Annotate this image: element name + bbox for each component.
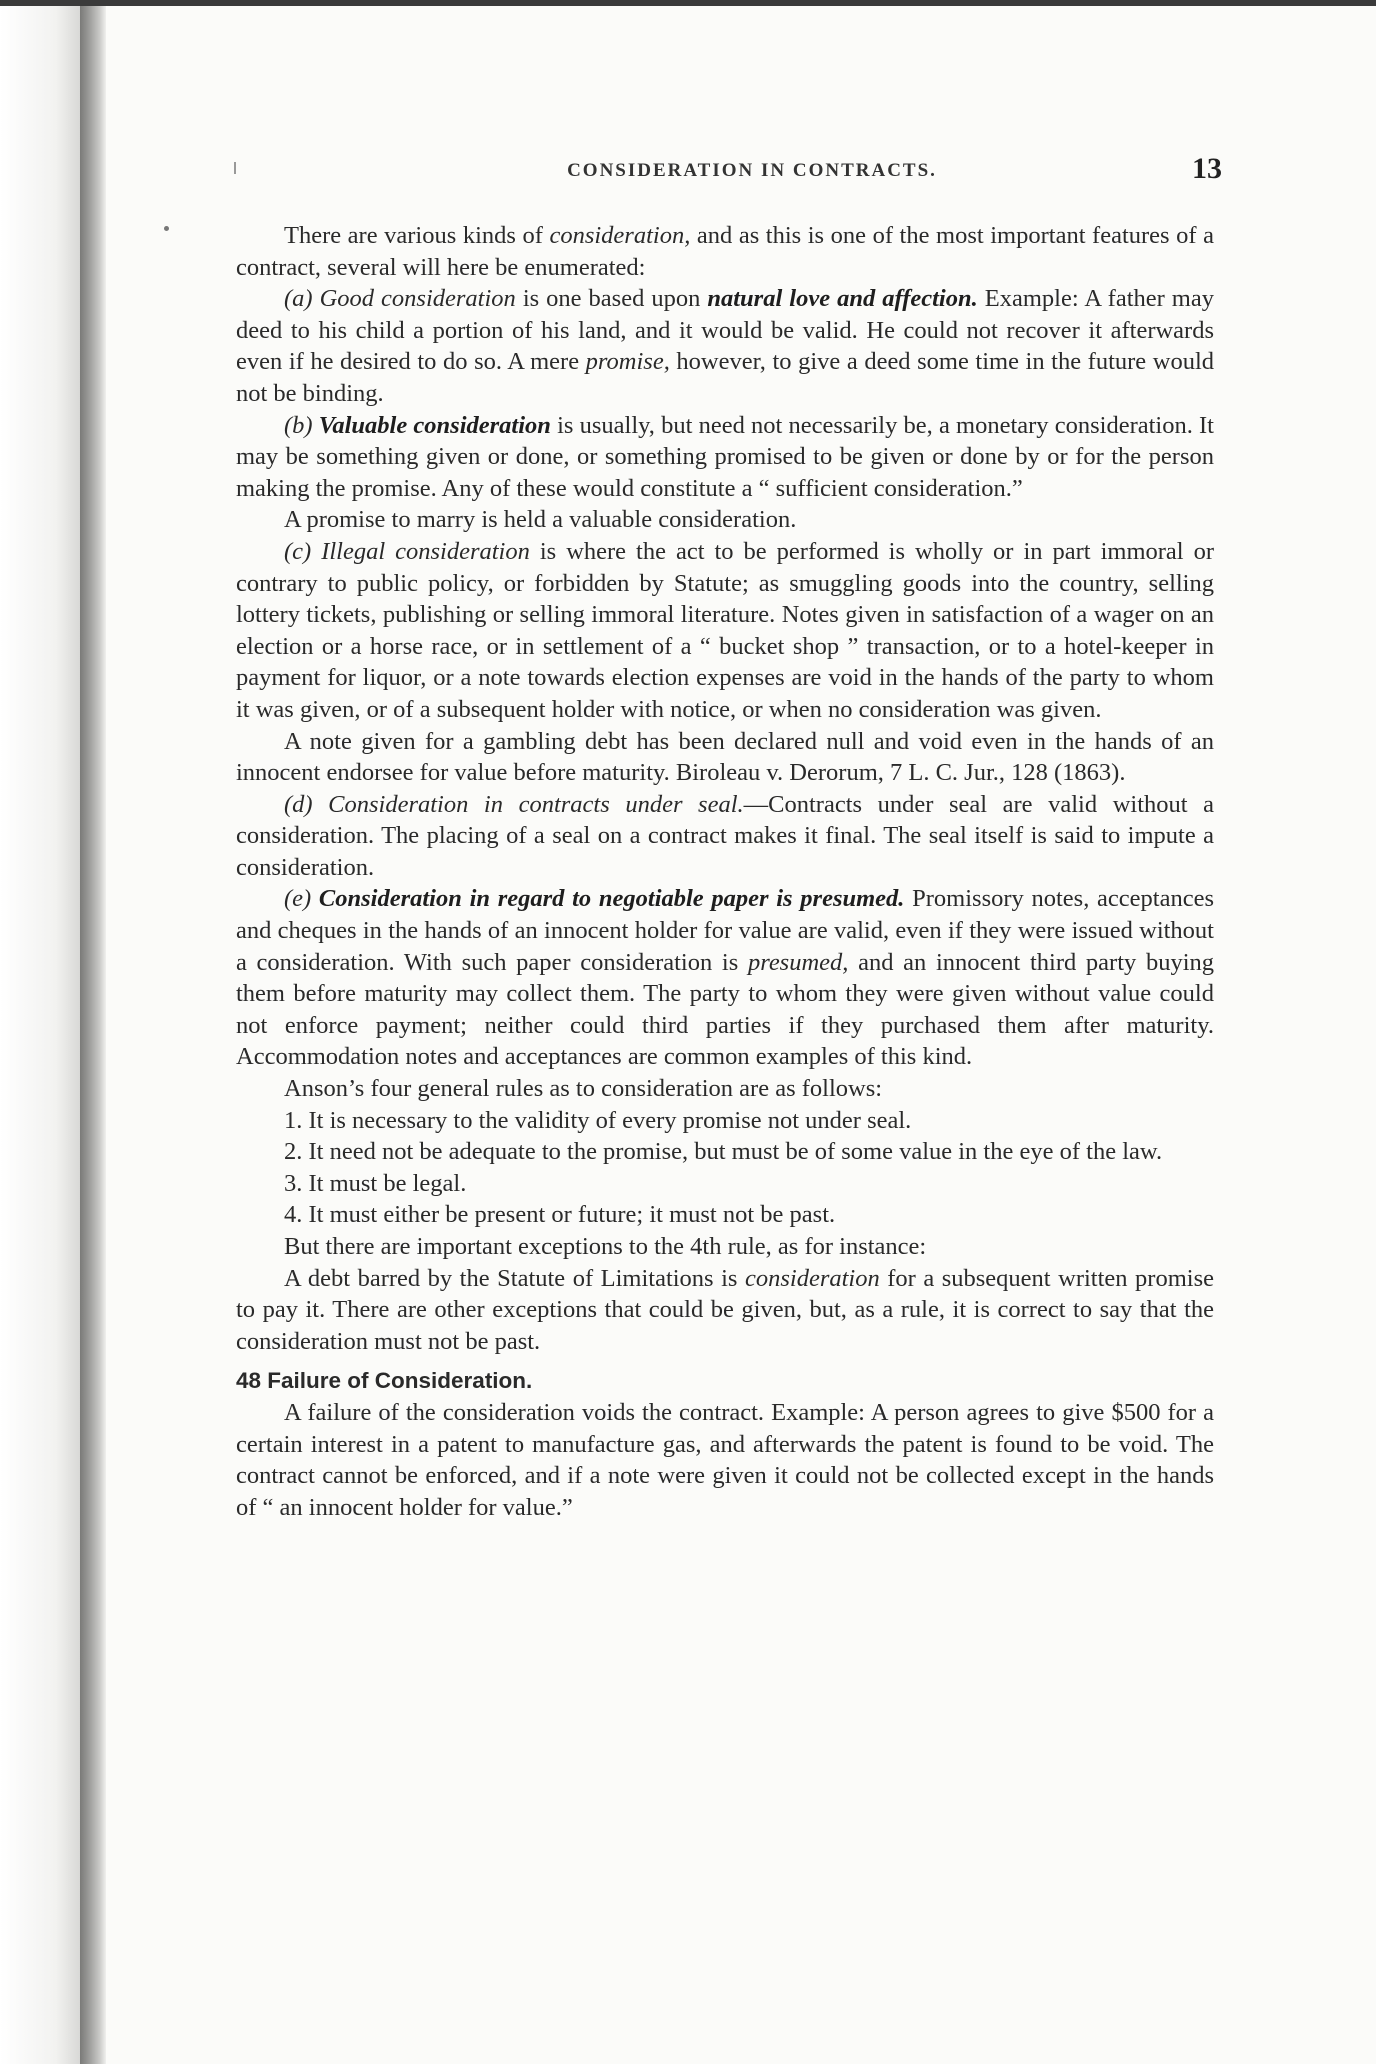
intro-paragraph <box>236 220 1214 283</box>
text-run: is usually, but need not necessarily be, a monetary consideration. It may be something given or done, or something promised to be given or done by or for the person making the promise. Any of these would constitute a “ sufficient consideration.” <box>236 411 1214 502</box>
bold-italic-run: natural love and affection. <box>707 285 978 313</box>
page-number: 13 <box>1192 152 1222 185</box>
italic-run: Consideration in contracts under seal. <box>328 790 744 818</box>
text-run: Example: A father may deed to his child a portion of his land, and it would be valid. He could not recover it afterwards even if he desired to do so. A mere <box>236 285 1214 376</box>
failure-paragraph: A failure of the consideration voids the contract. Example: A person agrees to give $500 for a certain interest in a patent to manufacture gas, and afterwards the patent is found to be void. The contract cannot be enforced, and if a note were given it could not be collected except in the hands of “ an innocent holder for value.” <box>236 1398 1214 1521</box>
section-heading: 48 Failure of Consideration. <box>236 1368 533 1394</box>
list-marker: (c) <box>284 537 322 565</box>
book-spine-shadow <box>80 0 106 2064</box>
rule-item: 2. It need not be adequate to the promise, but must be of some value in the eye of the law. <box>284 1138 1163 1166</box>
list-marker: (a) <box>284 285 320 313</box>
valuable-consideration-paragraph <box>236 410 1214 505</box>
text-run: Promissory notes, acceptances and cheques in the hands of an innocent holder for value are valid, even if they were issued without a consideration. With such paper consideration is <box>236 885 1214 976</box>
text-run: and as this is one of the most important features of a contract, several will here be enumerated: <box>236 222 1214 281</box>
negotiable-paper-paragraph <box>236 883 1214 1073</box>
italic-run: promise, <box>585 348 670 376</box>
bold-italic-run: Valuable consideration <box>318 411 551 439</box>
anson-rules-intro: Anson’s four general rules as to consideration are as follows: <box>284 1075 883 1103</box>
text-run: however, to give a deed some time in the future would not be binding. <box>236 348 1214 407</box>
text-run: A debt barred by the Statute of Limitations is <box>284 1264 745 1292</box>
italic-run: consideration <box>744 1264 880 1292</box>
italic-run: Good consideration <box>319 285 516 313</box>
scan-dot-mark <box>164 226 169 231</box>
rule-item: 4. It must either be present or future; it must not be past. <box>284 1201 836 1229</box>
italic-run: consideration, <box>549 222 691 249</box>
scan-mark <box>234 162 236 174</box>
rule-item: 3. It must be legal. <box>284 1169 467 1197</box>
page-header <box>282 152 1222 200</box>
text-run: and an innocent third party buying them before maturity may collect them. The party to whom they were given without value could not enforce payment; neither could third parties if they purchased them after maturity. Accommodation notes and acceptances are common examples of this kind. <box>236 948 1215 1071</box>
italic-run: presumed, <box>747 948 849 976</box>
text-run: for a subsequent written promise to pay it. There are other exceptions that could be given, but, as a rule, it is correct to say that the consideration must not be past. <box>236 1264 1214 1355</box>
italic-run: Illegal consideration <box>321 537 530 565</box>
text-run: is where the act to be performed is wholly or in part immoral or contrary to public policy, or forbidden by Statute; as smuggling goods into the country, selling lottery tickets, publishing or selling immoral literature. Notes given in satisfaction of a wager on an election or a horse race, or in settlement of a “ bucket shop ” transaction, or to a hotel-keeper in payment for liquor, or a note towards election expenses are void in the hands of the party to whom it was given, or of a subsequent holder with notice, or when no consideration was given. <box>236 537 1214 723</box>
body-text <box>236 220 1214 1523</box>
text-run: is one based upon <box>515 285 708 313</box>
page-margin-shadow <box>0 0 80 2064</box>
gambling-debt-paragraph: A note given for a gambling debt has been declared null and void even in the hands of an innocent endorsee for value before maturity. Biroleau v. Derorum, 7 L. C. Jur., 128 (1863). <box>236 727 1214 787</box>
list-marker: (e) <box>284 885 319 913</box>
illegal-consideration-paragraph <box>236 536 1214 726</box>
rule-item: 1. It is necessary to the validity of every promise not under seal. <box>284 1106 912 1134</box>
list-marker: (b) <box>284 411 319 439</box>
good-consideration-paragraph <box>236 283 1214 409</box>
text-run: —Contracts under seal are valid without a consideration. The placing of a seal on a contract makes it final. The seal itself is said to impute a consideration. <box>236 790 1215 881</box>
list-marker: (d) <box>284 790 329 818</box>
bold-italic-run: Consideration in regard to negotiable paper is presumed. <box>318 885 905 913</box>
statute-limitations-paragraph <box>236 1263 1214 1358</box>
text-run: There are various kinds of <box>284 222 550 249</box>
marry-paragraph: A promise to marry is held a valuable consideration. <box>284 506 797 534</box>
page-top-edge <box>0 0 1376 6</box>
exceptions-paragraph: But there are important exceptions to the 4th rule, as for instance: <box>284 1233 927 1260</box>
sealed-contracts-paragraph <box>236 789 1214 884</box>
running-head: CONSIDERATION IN CONTRACTS. <box>567 160 937 181</box>
